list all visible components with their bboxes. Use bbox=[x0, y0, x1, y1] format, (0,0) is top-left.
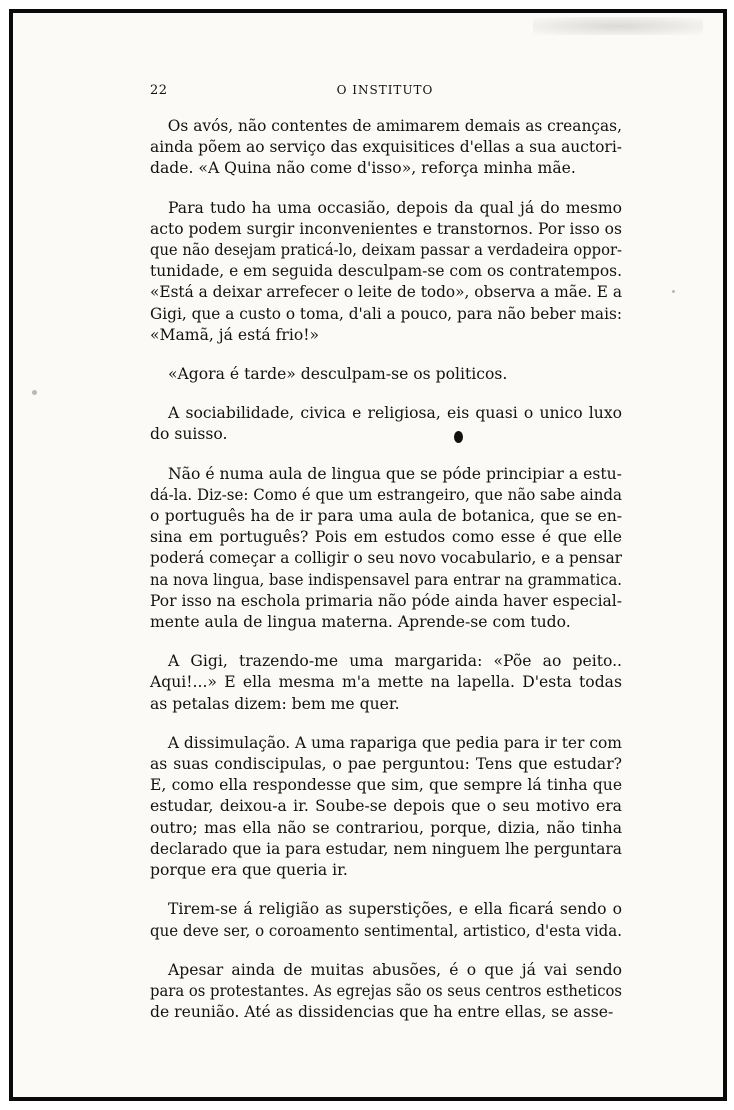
paragraph bbox=[150, 403, 622, 445]
paragraph bbox=[150, 116, 622, 180]
text-line: A Gigi, trazendo-me uma margarida: «Põe ao peito.. bbox=[168, 652, 622, 671]
text-line: «Está a deixar arrefecer o leite de todo», observa a mãe. E a bbox=[150, 283, 622, 302]
paragraph bbox=[150, 960, 622, 1024]
text-line: Apesar ainda de muitas abusões, é o que já vai sendo bbox=[168, 960, 623, 979]
paragraph bbox=[150, 364, 622, 385]
text-line: ainda põem ao serviço das exquisitices d'ellas a sua auctori- bbox=[150, 138, 622, 157]
scan-smudge bbox=[533, 17, 703, 35]
text-line: Aqui!...» E ella mesma m'a mette na lapella. D'esta todas bbox=[150, 673, 622, 692]
paragraph bbox=[150, 651, 622, 715]
scan-speck bbox=[672, 290, 675, 293]
text-line: o português ha de ir para uma aula de botanica, que se en- bbox=[150, 507, 623, 526]
page-header bbox=[150, 83, 620, 103]
paragraph bbox=[150, 464, 622, 634]
text-line: mente aula de lingua materna. Aprende-se com tudo. bbox=[150, 613, 571, 632]
scan-speck bbox=[32, 390, 37, 395]
text-line: que deve ser, o coroamento sentimental, artistico, d'esta vida. bbox=[150, 921, 622, 940]
text-line: estudar, deixou-a ir. Soube-se depois que o seu motivo era bbox=[150, 797, 622, 816]
text-line: «Mamã, já está frio!» bbox=[150, 325, 320, 344]
text-line: Não é numa aula de lingua que se póde principiar a estu- bbox=[168, 464, 622, 483]
text-line: declarado que ia para estudar, nem ninguem lhe perguntara bbox=[150, 839, 622, 858]
text-line: acto podem surgir inconvenientes e transtornos. Por isso os bbox=[150, 219, 622, 238]
text-line: porque era que queria ir. bbox=[150, 861, 348, 880]
text-line: do suisso. bbox=[150, 425, 228, 444]
page-number: 22 bbox=[150, 83, 168, 98]
text-line: sina em português? Pois em estudos como esse é que elle bbox=[150, 528, 623, 547]
paragraph bbox=[150, 198, 622, 346]
text-line: as suas condiscipulas, o pae perguntou: Tens que estudar? bbox=[150, 755, 623, 774]
text-line: as petalas dizem: bem me quer. bbox=[150, 694, 400, 713]
text-line: de reunião. Até as dissidencias que ha entre ellas, se asse- bbox=[150, 1003, 614, 1022]
text-line: Os avós, não contentes de amimarem demais as creanças, bbox=[167, 117, 622, 135]
text-line: tunidade, e em seguida desculpam-se com os contratempos. bbox=[150, 262, 622, 281]
text-line: A dissimulação. A uma rapariga que pedia para ir ter com bbox=[167, 733, 622, 752]
text-line: Gigi, que a custo o toma, d'ali a pouco, para não beber mais: bbox=[150, 304, 623, 323]
text-line: que não desejam praticá-lo, deixam passar a verdadeira oppor- bbox=[150, 241, 623, 260]
paragraph bbox=[150, 733, 622, 881]
text-line: E, como ella respondesse que sim, que sempre lá tinha que bbox=[150, 776, 623, 795]
text-line: poderá começar a colligir o seu novo vocabulario, e a pensar bbox=[150, 549, 622, 568]
text-line: «Agora é tarde» desculpam-se os politicos. bbox=[168, 365, 508, 384]
text-line: Para tudo ha uma occasião, depois da qual já do mesmo bbox=[168, 198, 622, 217]
text-line: na nova lingua, base indispensavel para entrar na grammatica. bbox=[150, 570, 622, 589]
paragraph bbox=[150, 899, 622, 941]
text-line: para os protestantes. As egrejas são os seus centros estheticos bbox=[150, 981, 623, 1000]
text-line: Tirem-se á religião as superstições, e ella ficará sendo o bbox=[168, 900, 622, 919]
page-body bbox=[150, 116, 622, 1041]
text-line: dade. «A Quina não come d'isso», reforça minha mãe. bbox=[150, 159, 576, 178]
running-title: O INSTITUTO bbox=[336, 83, 434, 97]
text-line: A sociabilidade, civica e religiosa, eis quasi o unico luxo bbox=[168, 404, 623, 423]
text-line: Por isso na eschola primaria não póde ainda haver especial- bbox=[150, 591, 623, 610]
text-line: outro; mas ella não se contrariou, porque, dizia, não tinha bbox=[150, 818, 623, 837]
text-line: dá-la. Diz-se: Como é que um estrangeiro, que não sabe ainda bbox=[150, 485, 622, 504]
